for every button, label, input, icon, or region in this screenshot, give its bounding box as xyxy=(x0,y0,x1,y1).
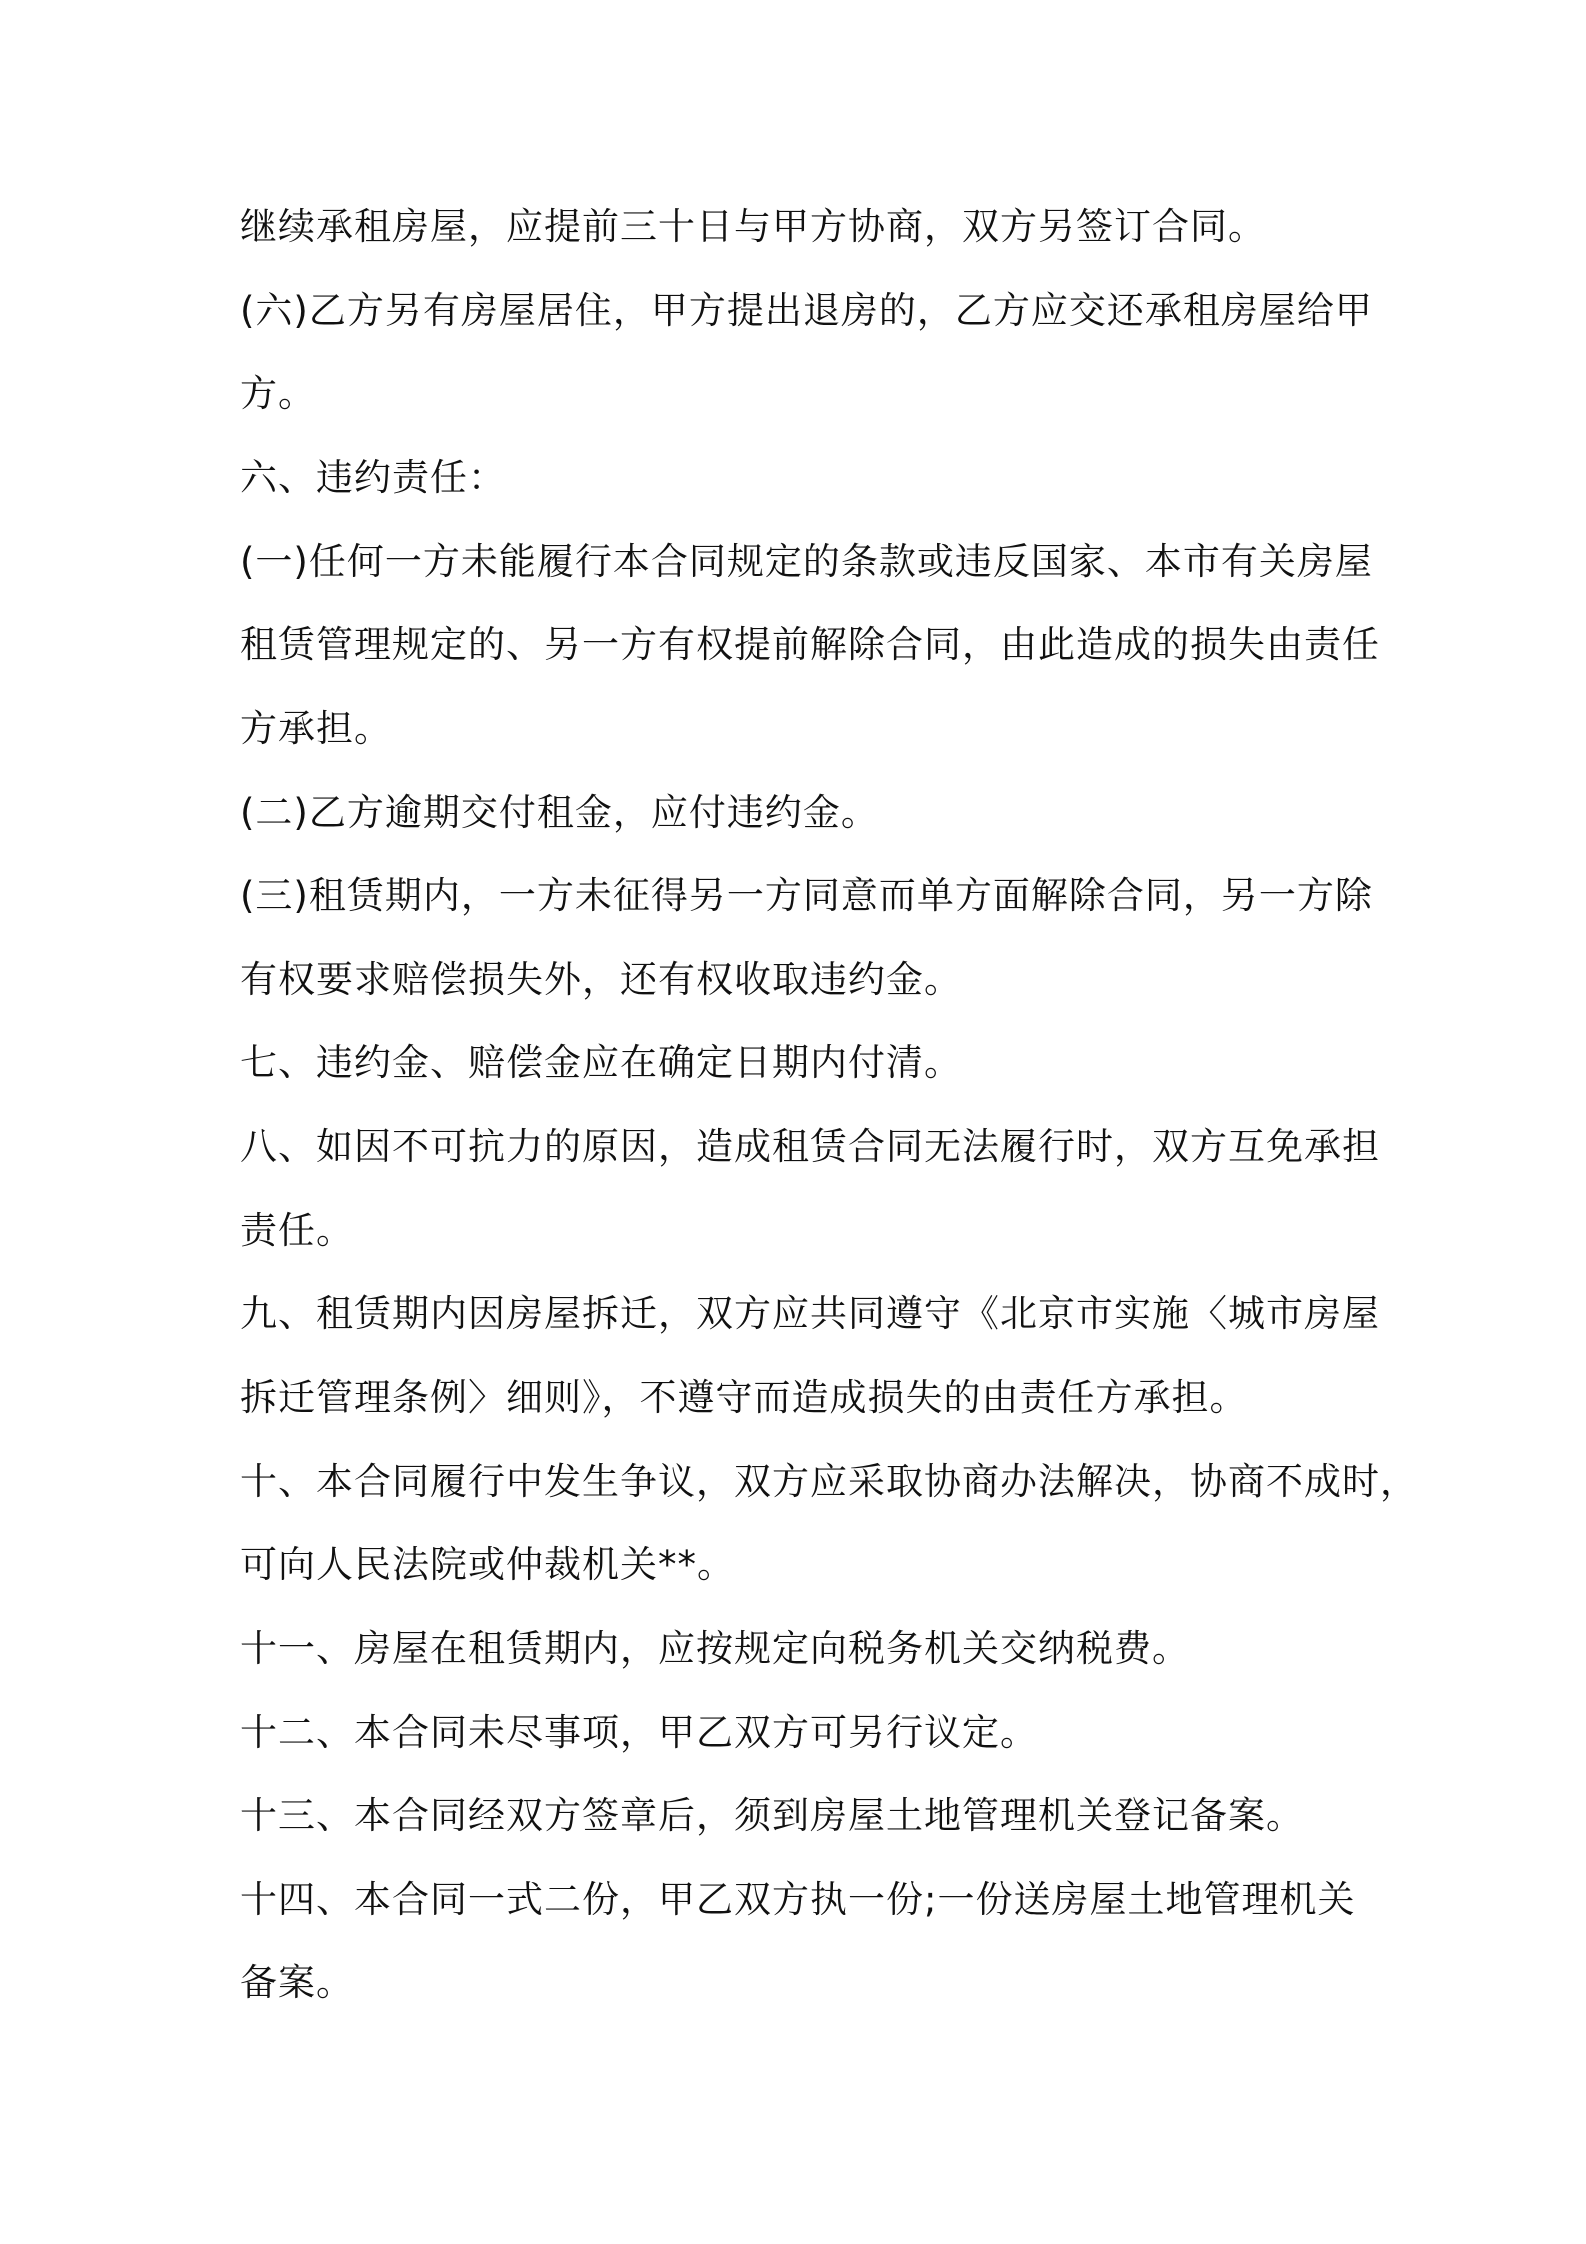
text-line: 租赁管理规定的、另一方有权提前解除合同，由此造成的损失由责任 xyxy=(240,623,1380,666)
text-line: 拆迁管理条例〉细则》，不遵守而造成损失的由责任方承担。 xyxy=(240,1376,1248,1419)
text-line: 继续承租房屋，应提前三十日与甲方协商，双方另签订合同。 xyxy=(240,205,1266,248)
text-line: 备案。 xyxy=(240,1961,354,2004)
text-line: 十、本合同履行中发生争议，双方应采取协商办法解决，协商不成时， xyxy=(240,1460,1418,1503)
text-line: 可向人民法院或仲裁机关**。 xyxy=(240,1543,735,1586)
text-line: 有权要求赔偿损失外，还有权收取违约金。 xyxy=(240,958,962,1001)
text-line: 七、违约金、赔偿金应在确定日期内付清。 xyxy=(240,1041,962,1084)
text-line: 十三、本合同经双方签章后，须到房屋土地管理机关登记备案。 xyxy=(240,1794,1304,1837)
text-line: 方。 xyxy=(240,372,316,415)
text-line: 责任。 xyxy=(240,1209,354,1252)
text-line: (六)乙方另有房屋居住，甲方提出退房的，乙方应交还承租房屋给甲 xyxy=(240,289,1373,332)
text-line: 方承担。 xyxy=(240,707,392,750)
text-line: 十二、本合同未尽事项，甲乙双方可另行议定。 xyxy=(240,1711,1038,1754)
text-line: (三)租赁期内，一方未征得另一方同意而单方面解除合同，另一方除 xyxy=(240,874,1373,917)
text-line: 八、如因不可抗力的原因，造成租赁合同无法履行时，双方互免承担 xyxy=(240,1125,1380,1168)
section-heading: 六、违约责任： xyxy=(240,456,506,499)
text-line: (二)乙方逾期交付租金，应付违约金。 xyxy=(240,791,879,834)
text-line: 九、租赁期内因房屋拆迁，双方应共同遵守《北京市实施〈城市房屋 xyxy=(240,1292,1380,1335)
text-line: (一)任何一方未能履行本合同规定的条款或违反国家、本市有关房屋 xyxy=(240,540,1373,583)
text-line: 十四、本合同一式二份，甲乙双方执一份;一份送房屋土地管理机关 xyxy=(240,1878,1356,1921)
text-line: 十一、房屋在租赁期内，应按规定向税务机关交纳税费。 xyxy=(240,1627,1190,1670)
